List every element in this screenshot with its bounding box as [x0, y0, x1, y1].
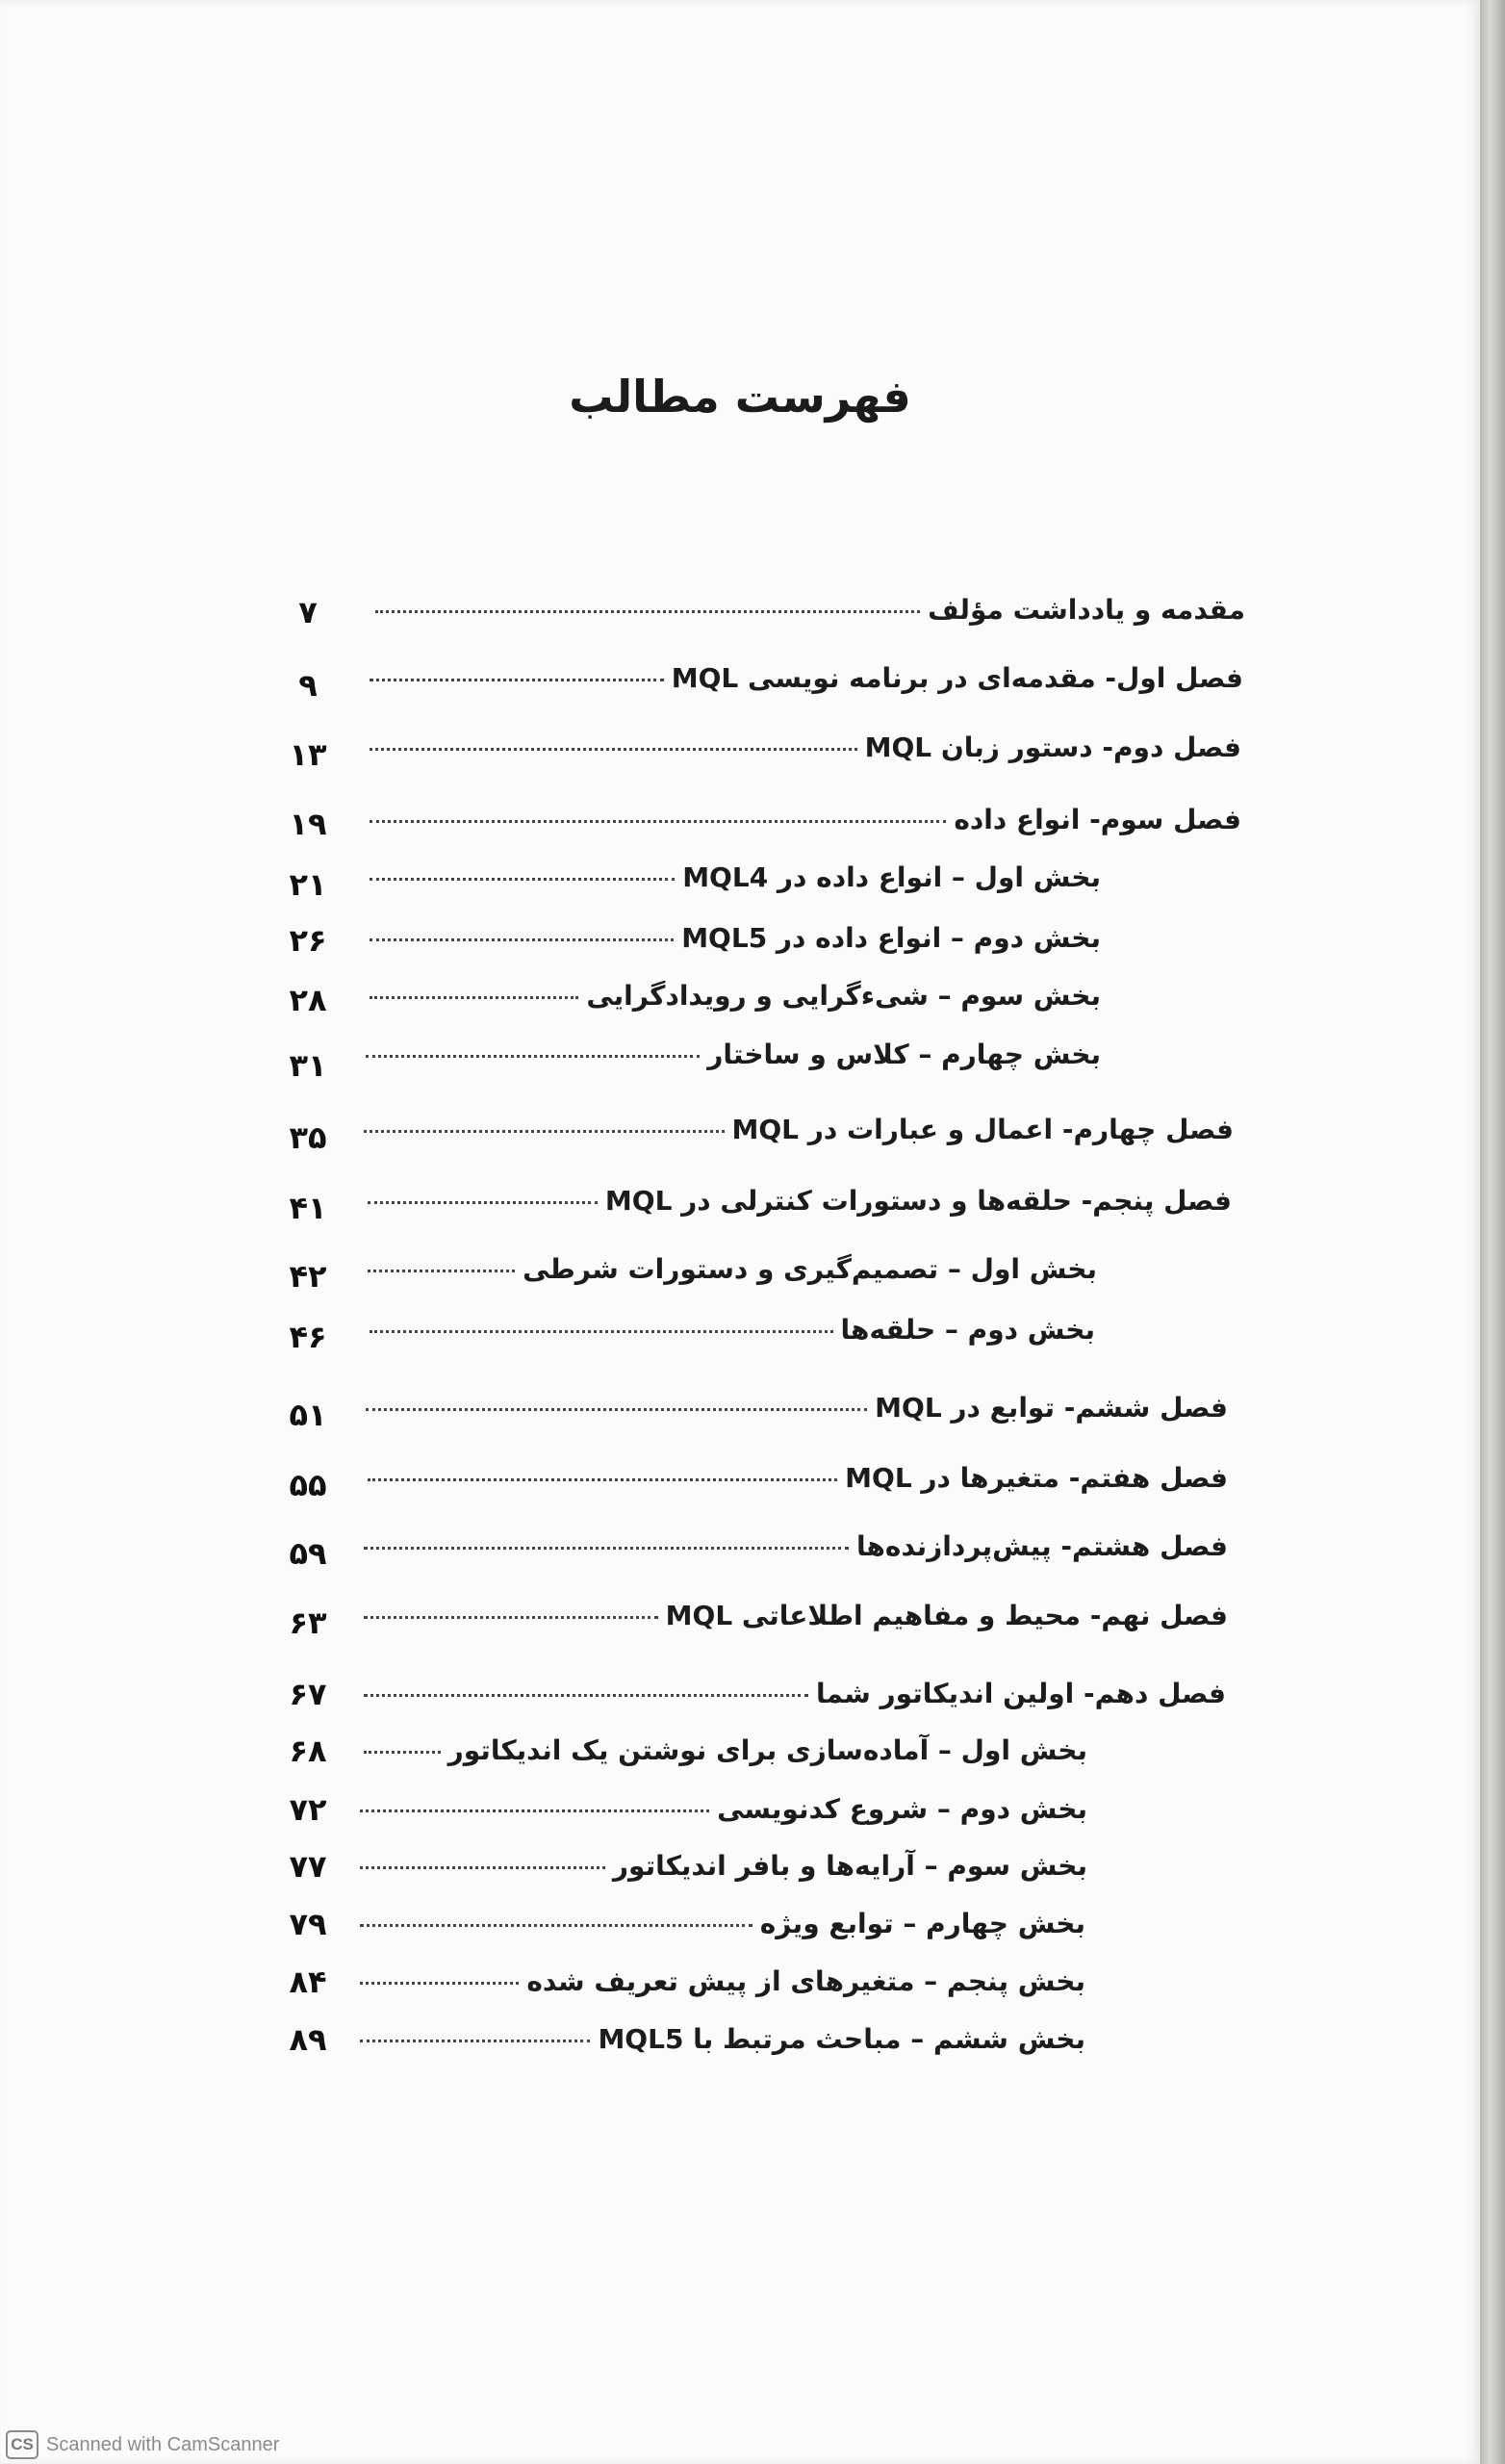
toc-page-number: ۴۲	[289, 1258, 327, 1295]
toc-page-number: ۸۴	[289, 1964, 327, 2000]
toc-entry	[366, 1387, 1228, 1429]
toc-entry-label: فصل هفتم- متغیرها در MQL	[845, 1462, 1228, 1494]
page-edge	[1480, 0, 1505, 2464]
toc-page-number: ۳۵	[289, 1119, 327, 1156]
toc-entry-label: بخش چهارم – کلاس و ساختار	[707, 1039, 1101, 1070]
toc-entry	[368, 1248, 1097, 1291]
toc-entry-label: فصل هشتم- پیش‌پردازنده‌ها	[855, 1530, 1228, 1562]
toc-entry-label: بخش دوم – حلقه‌ها	[840, 1314, 1095, 1346]
dot-leader	[370, 748, 857, 751]
toc-entry	[364, 1730, 1087, 1772]
toc-entry-label: بخش اول – انواع داده در MQL4	[682, 861, 1101, 893]
toc-entry-label: بخش چهارم – توابع ویژه	[759, 1908, 1085, 1939]
toc-page-number: ۹	[298, 667, 318, 704]
toc-entry	[364, 1595, 1228, 1637]
toc-entry-label: بخش ششم – مباحث مرتبط با MQL5	[598, 2023, 1085, 2055]
toc-entry-label: بخش دوم – انواع داده در MQL5	[681, 922, 1101, 954]
toc-entry	[370, 657, 1243, 700]
toc-entry	[360, 1788, 1087, 1831]
dot-leader	[364, 1616, 658, 1619]
toc-entry-label: فصل چهارم- اعمال و عبارات در MQL	[731, 1114, 1234, 1145]
toc-entry-label: بخش اول – آماده‌سازی برای نوشتن یک اندیکاتور	[447, 1734, 1087, 1766]
scanner-watermark	[0, 2426, 352, 2464]
toc-entry-label: بخش دوم – شروع کدنویسی	[717, 1793, 1087, 1825]
toc-page-number: ۴۱	[289, 1190, 327, 1226]
dot-leader	[366, 1408, 867, 1411]
dot-leader	[368, 1478, 837, 1481]
toc-page-number: ۵۹	[289, 1535, 327, 1572]
toc-entry-label: بخش سوم – آرایه‌ها و بافر اندیکاتور	[612, 1850, 1087, 1882]
toc-entry-label: فصل دهم- اولین اندیکاتور شما	[815, 1678, 1226, 1709]
dot-leader	[370, 679, 664, 681]
toc-entry	[364, 1673, 1226, 1715]
toc-entry-label: بخش اول – تصمیم‌گیری و دستورات شرطی	[523, 1253, 1097, 1285]
dot-leader	[370, 1330, 833, 1333]
toc-page-number: ۴۶	[289, 1319, 327, 1355]
toc-page-number: ۲۱	[289, 866, 327, 903]
toc-entry	[370, 727, 1241, 769]
toc-page-number: ۲۶	[289, 922, 327, 959]
toc-page-number: ۸۹	[289, 2021, 327, 2058]
dot-leader	[360, 1810, 709, 1812]
dot-leader	[360, 2040, 590, 2042]
toc-page-number: ۲۸	[289, 982, 327, 1018]
toc-entry-label: بخش سوم – شیءگرایی و رویدادگرایی	[586, 980, 1101, 1012]
toc-page-number: ۵۱	[289, 1397, 327, 1433]
dot-leader	[364, 1751, 441, 1754]
dot-leader	[368, 1270, 515, 1272]
toc-page-number: ۱۳	[289, 736, 327, 773]
toc-entry-label: فصل نهم- محیط و مفاهیم اطلاعاتی MQL	[665, 1600, 1228, 1631]
toc-entry	[368, 1457, 1228, 1500]
toc-entry	[366, 1034, 1101, 1076]
dot-leader	[375, 610, 920, 613]
toc-entry	[360, 1845, 1087, 1887]
toc-page-number: ۶۷	[289, 1676, 327, 1712]
toc-entry-label: بخش پنجم – متغیرهای از پیش تعریف شده	[526, 1965, 1085, 1997]
toc-entry	[370, 857, 1101, 899]
toc-page-number: ۷	[298, 594, 318, 630]
toc-page-number: ۶۸	[289, 1732, 327, 1769]
toc-entry	[370, 1309, 1095, 1351]
toc-page-number: ۷۹	[289, 1906, 327, 1942]
dot-leader	[370, 820, 946, 823]
toc-page-number: ۷۲	[289, 1791, 327, 1828]
toc-entry-label: فصل اول- مقدمه‌ای در برنامه نویسی MQL	[671, 662, 1243, 694]
camscanner-logo-icon: CS	[6, 2430, 38, 2459]
toc-page-number: ۶۳	[289, 1604, 327, 1641]
toc-entry	[360, 1961, 1085, 2003]
dot-leader	[370, 996, 578, 999]
toc-entry	[370, 975, 1101, 1017]
page-title: فهرست مطالب	[569, 371, 911, 423]
toc-entry-label: فصل پنجم- حلقه‌ها و دستورات کنترلی در MQL	[604, 1185, 1232, 1217]
dot-leader	[370, 878, 675, 881]
dot-leader	[364, 1130, 725, 1133]
toc-entry	[375, 589, 1245, 631]
toc-page-number: ۱۹	[289, 806, 327, 842]
toc-page-number: ۳۱	[289, 1047, 327, 1084]
dot-leader	[370, 938, 674, 941]
toc-entry	[370, 799, 1241, 841]
toc-page-number: ۵۵	[289, 1467, 327, 1503]
toc-entry-label: مقدمه و یادداشت مؤلف	[928, 594, 1245, 626]
dot-leader	[364, 1547, 849, 1550]
dot-leader	[366, 1055, 700, 1058]
toc-entry-label: فصل دوم- دستور زبان MQL	[864, 732, 1241, 763]
dot-leader	[360, 1982, 519, 1985]
toc-entry	[370, 917, 1101, 960]
toc-page-number: ۷۷	[289, 1848, 327, 1885]
watermark-text: Scanned with CamScanner	[46, 2433, 280, 2455]
dot-leader	[360, 1866, 605, 1869]
toc-entry	[360, 2018, 1085, 2061]
toc-entry-label: فصل سوم- انواع داده	[954, 804, 1241, 835]
toc-entry-label: فصل ششم- توابع در MQL	[875, 1392, 1228, 1424]
dot-leader	[364, 1694, 808, 1697]
toc-entry	[364, 1526, 1228, 1568]
toc-entry	[364, 1109, 1234, 1151]
toc-entry	[360, 1903, 1085, 1945]
dot-leader	[360, 1924, 752, 1927]
toc-entry	[368, 1180, 1232, 1222]
dot-leader	[368, 1201, 598, 1204]
